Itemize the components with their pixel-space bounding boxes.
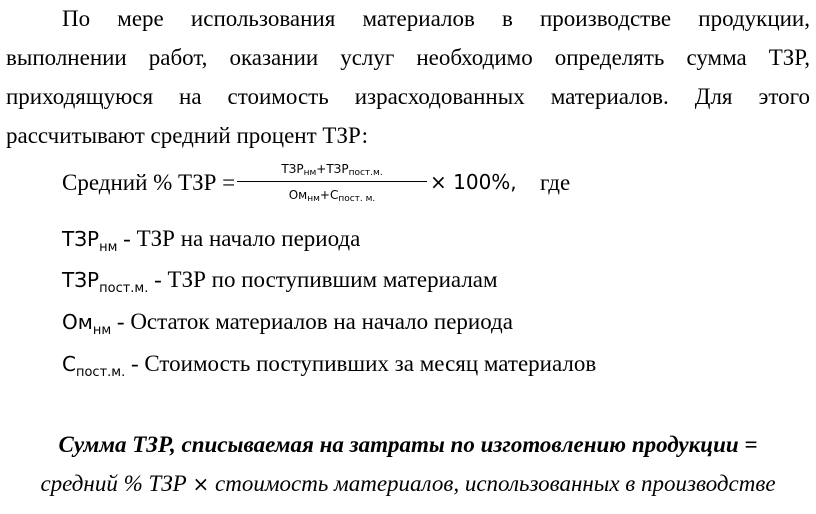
summary-term-b: стоимость материалов, использованных в производстве [215,471,776,496]
formula [62,158,810,220]
word: в [501,6,513,31]
word: работ, [148,45,208,70]
den-plus: + [319,188,330,202]
word: продукции, [698,6,810,31]
definition-1 [62,224,360,263]
definition-subscript: пост.м. [75,365,126,380]
formula-where: где [540,170,571,195]
word: производстве [540,6,672,31]
definition-symbol: С [62,352,76,376]
den-term-b: С [329,188,339,202]
definition-text: - ТЗР по поступившим материалам [148,267,498,292]
word: на [179,84,202,109]
word: По [62,6,91,31]
word: необходимо [416,45,533,70]
den-sub-b: пост. м. [338,194,376,204]
summary-formula [0,469,816,499]
definition-text: - ТЗР на начало периода [117,226,361,251]
paragraph-line-2 [6,43,810,73]
num-term-a: ТЗР [281,162,304,176]
summary-heading: Сумма ТЗР, списываемая на затраты по изготовлению продукции = [58,432,758,457]
definition-symbol: Ом [62,310,93,334]
den-term-a: Ом [288,188,308,202]
word: израсходованных [354,84,525,109]
definition-symbol: ТЗР [62,227,100,251]
word: услуг [340,45,395,70]
word: оказании [229,45,319,70]
fraction-bar [237,181,427,182]
definition-4 [62,349,596,388]
formula-fraction [237,158,427,206]
paragraph-line-3 [6,82,810,112]
num-term-b: ТЗР [326,162,349,176]
fraction-denominator [237,184,427,206]
definition-subscript: нм [92,323,112,338]
word: стоимость [227,84,329,109]
definition-subscript: нм [99,240,118,255]
num-sub-a: нм [303,168,317,178]
multiply-operator: × [192,472,210,496]
word: приходящуюся [6,84,154,109]
word: этого [758,84,810,109]
summary-term-a: средний % ТЗР [40,471,187,496]
fraction-numerator [237,158,427,180]
word: мере [117,6,164,31]
definition-subscript: пост.м. [99,281,149,296]
num-plus: + [316,162,327,176]
paragraph-line-4: рассчитывают средний процент ТЗР: [6,123,369,148]
word: выполнении [6,45,127,70]
formula-label: Средний % ТЗР = [62,170,236,195]
word: определять [554,45,665,70]
definition-text: - Остаток материалов на начало периода [111,309,513,334]
den-sub-a: нм [307,194,320,204]
word: ТЗР, [768,45,810,70]
word: сумма [686,45,747,70]
word: материалов. [550,84,669,109]
definition-3 [62,307,513,346]
paragraph-line-1 [62,4,810,34]
word: использования [190,6,336,31]
formula-multiplier: × 100%, [430,170,517,194]
definition-2 [62,265,498,304]
definition-symbol: ТЗР [62,268,100,292]
definition-text: - Стоимость поступивших за месяц материалов [125,351,597,376]
word: Для [694,84,733,109]
num-sub-b: пост.м. [348,168,383,178]
word: материалов [362,6,475,31]
